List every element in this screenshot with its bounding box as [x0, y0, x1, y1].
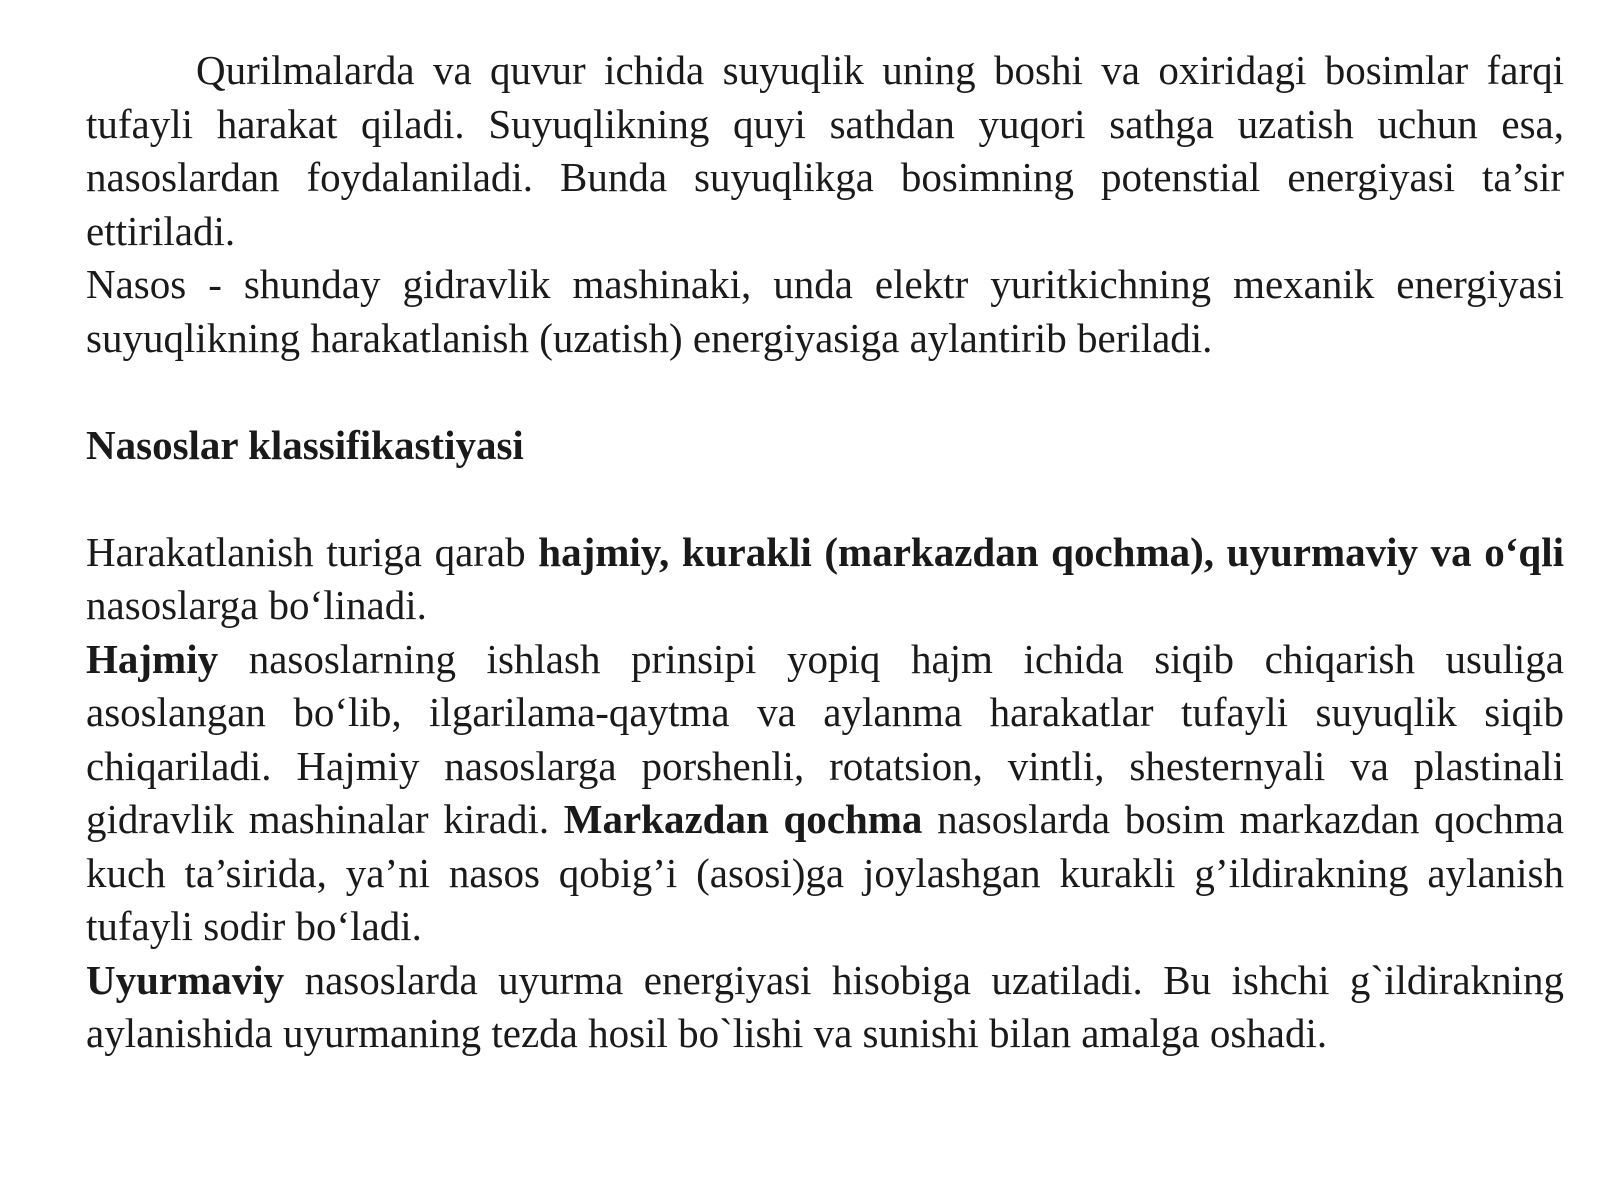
classification-tail: nasoslarga bo‘linadi. [86, 582, 427, 628]
classification-lead: Harakatlanish turiga qarab [86, 528, 539, 575]
intro-paragraph-2: Nasos - shunday gidravlik mashinaki, unda elektr yuritkichning mexanik energiyasi suyuqlikning harakatlanish (uzatish) energiyasiga aylantirib beriladi. [86, 261, 1564, 361]
hajmiy-text: nasoslarning ishlash prinsipi yopiq hajm ichida siqib chiqarish usuliga asoslangan bo‘lib, ilgarilama-qaytma va aylanma harakatlar tufayli suyuqlik siqib chiqariladi. Hajmiy nasoslarga porshenli, rotatsion, vintli, shesternyali va plastinali gidravlik mashinalar kiradi. [86, 635, 1564, 842]
section-heading: Nasoslar klassifikastiyasi [86, 421, 524, 468]
uyurmaviy-text: nasoslarda uyurma energiyasi hisobiga uzatiladi. Bu ishchi g`ildirakning aylanishida uyurmaning tezda hosil bo`lishi va sunishi bilan amalga oshadi. [86, 956, 1564, 1056]
classification-types: hajmiy, kurakli (markazdan qochma), uyurmaviy va o‘qli [538, 528, 1564, 575]
hajmiy-term: Hajmiy [86, 635, 219, 682]
intro-paragraph-1: Qurilmalarda va quvur ichida suyuqlik uning boshi va oxiridagi bosimlar farqi tufayli harakat qiladi. Suyuqlikning quyi sathdan yuqori sathga uzatish uchun esa, nasoslardan foydalaniladi. Bunda suyuqlikga bosimning potenstial energiyasi ta’sir ettiriladi. [86, 47, 1564, 254]
uyurmaviy-term: Uyurmaviy [86, 956, 285, 1003]
markazdan-qochma-text: nasoslarda bosim markazdan qochma kuch ta’sirida, ya’ni nasos qobig’i (asosi)ga joylashgan kurakli g’ildirakning aylanish tufayli sodir bo‘ladi. [86, 796, 1564, 949]
markazdan-qochma-term: Markazdan qochma [563, 796, 923, 842]
uyurmaviy-paragraph [86, 954, 1564, 1061]
hajmiy-paragraph [86, 633, 1564, 954]
classification-paragraph [86, 526, 1564, 633]
document-page [86, 44, 1564, 1061]
